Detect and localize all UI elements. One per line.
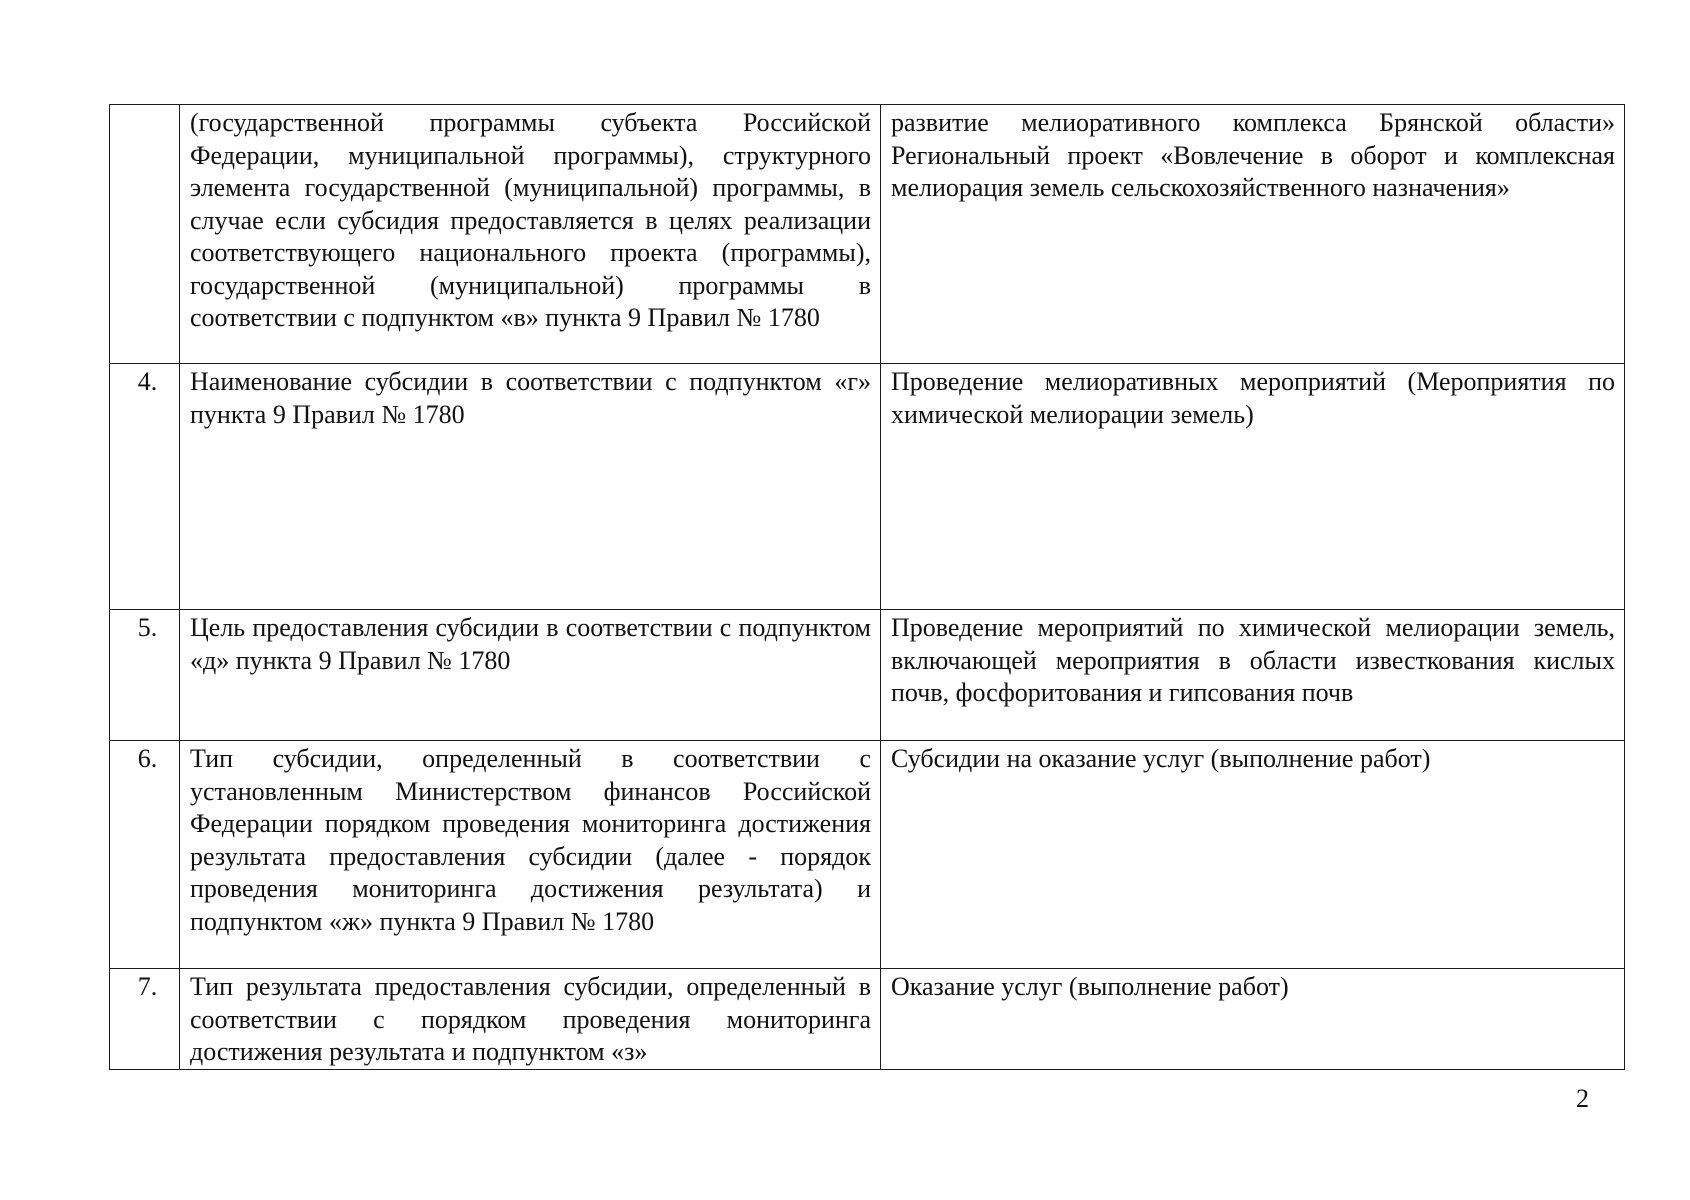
row-label-cell [180,105,881,364]
table-row [110,364,1625,610]
row-value-cell [881,741,1625,969]
row-value-cell [881,969,1625,1070]
row-value: Проведение мероприятий по химической мелиорации земель, включающей мероприятия в области известкования кислых почв, фосфоритования и гипсования почв [891,613,1615,707]
table-row [110,969,1625,1070]
row-label-cell [180,364,881,610]
row-number-cell [110,105,180,364]
table-row [110,741,1625,969]
row-number-cell [110,741,180,969]
row-value: Проведение мелиоративных мероприятий (Мероприятия по химической мелиорации земель) [891,367,1615,429]
row-number: 7. [137,972,158,1001]
row-label-cell [180,610,881,741]
subsidy-info-table [109,104,1625,1070]
row-label-cell [180,969,881,1070]
row-number: 6. [137,744,158,773]
row-number [110,105,179,107]
row-number: 4. [137,367,158,396]
row-number-cell [110,364,180,610]
row-number-cell [110,969,180,1070]
row-value: Субсидии на оказание услуг (выполнение работ) [891,744,1431,773]
row-label: Тип результата предоставления субсидии, определенный в соответствии с порядком проведения мониторинга достижения результата и подпунктом «з» [190,972,871,1066]
row-value: Оказание услуг (выполнение работ) [891,972,1289,1001]
table-row [110,105,1625,364]
row-label: Тип субсидии, определенный в соответствии с установленным Министерством финансов Российской Федерации порядком проведения мониторинга достижения результата предоставления субсидии (далее - порядок проведения мониторинга достижения результата) и подпунктом «ж» пункта 9 Правил № 1780 [190,744,871,936]
table-row [110,610,1625,741]
row-label-cell [180,741,881,969]
row-label: (государственной программы субъекта Российской Федерации, муниципальной программы), структурного элемента государственной (муниципальной) программы, в случае если субсидия предоставляется в целях реализации соответствующего национального проекта (программы), государственной (муниципальной) программы в соответствии с подпунктом «в» пункта 9 Правил № 1780 [190,108,871,332]
row-number: 5. [137,613,158,642]
row-label: Цель предоставления субсидии в соответствии с подпунктом «д» пункта 9 Правил № 1780 [190,613,871,675]
page-number: 2 [1576,1084,1589,1113]
row-label: Наименование субсидии в соответствии с подпунктом «г» пункта 9 Правил № 1780 [190,367,871,429]
row-value-cell [881,610,1625,741]
row-number-cell [110,610,180,741]
row-value: развитие мелиоративного комплекса Брянской области» Региональный проект «Вовлечение в оборот и комплексная мелиорация земель сельскохозяйственного назначения» [891,108,1615,202]
row-value-cell [881,105,1625,364]
row-value-cell [881,364,1625,610]
